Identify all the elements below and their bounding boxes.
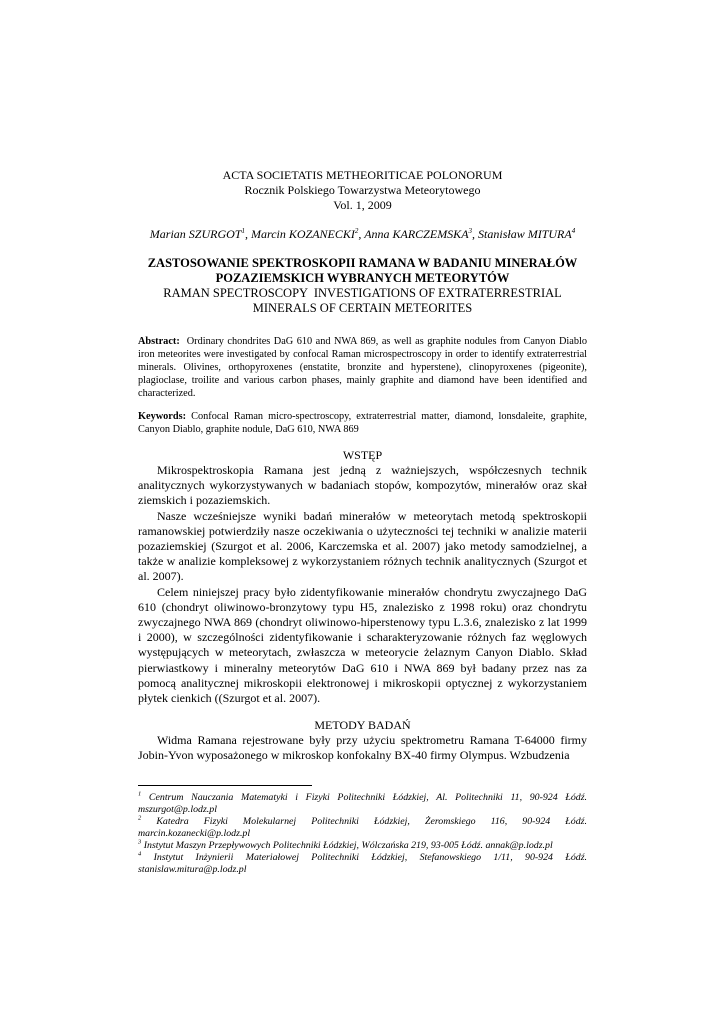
footnote: $^3$ Instytut Maszyn Przepływowych Politechniki Łódzkiej, Wólczańska 219, 93-005 Łódź. annak@p.lodz.pl	[138, 838, 553, 852]
journal-title: ACTA SOCIETATIS METHEORITICAE POLONORUM	[222, 168, 503, 182]
author-list	[138, 227, 587, 242]
author: Anna KARCZEMSKA$^3$,	[364, 227, 479, 241]
paragraph: Celem niniejszej pracy było zidentyfikowanie minerałów chondrytu zwyczajnego DaG 610 (chondryt oliwinowo-bronzytowy typu H5, znalezisko z 1998 roku) oraz chondrytu zwyczajnego NWA 869 (chondryt oliwinowo-hiperstenowy typu L.3.6, znalezisko z lat 1999 i 2000), w szczególności zidentyfikowanie i scharakteryzowanie różnych faz węglowych występujących w meteorytach, zwłaszcza w meteorycie żelaznym Canyon Diablo. Skład pierwiastkowy i mineralny meteorytów DaG 610 i NWA 869 był badany przez nas za pomocą analitycznej mikroskopii elektronowej i mikroskopii optycznej z wykorzystaniem płytek cienkich ((Szurgot et al. 2007).	[138, 584, 587, 706]
section-heading-intro: WSTĘP	[342, 448, 383, 462]
society-name: Rocznik Polskiego Towarzystwa Meteorytowego	[244, 183, 481, 197]
footnote: $^4$ Instytut Inżynierii Materiałowej Politechniki Łódzkiej, Stefanowskiego 1/11, 90-924 Łódź. stanislaw.mitura@p.lodz.pl	[138, 850, 587, 876]
paragraph: Widma Ramana rejestrowane były przy użyciu spektrometru Ramana T-64000 firmy Jobin-Yvon wyposażonego w mikroskop konfokalny BX-40 firmy Olympus. Wzbudzenia	[138, 733, 587, 763]
footnotes	[138, 792, 587, 877]
title-english: RAMAN SPECTROSCOPY INVESTIGATIONS OF EXTRATERRESTRIAL MINERALS OF CERTAIN METEORITES	[163, 286, 562, 315]
section-heading-methods: METODY BADAŃ	[314, 718, 411, 733]
author: Marian SZURGOT$^1$,	[149, 227, 251, 241]
paragraph: Nasze wcześniejsze wyniki badań minerałów w meteorytach metodą spektroskopii ramanowskiej potwierdziły nasze oczekiwania o użyteczności tej techniki w analizie materii pozaziemskiej (Szurgot et al. 2006, Karczemska et al. 2007) jako metody samodzielnej, a także w analizie kompleksowej z wykorzystaniem różnych technik analitycznych (Szurgot et al. 2007).	[138, 508, 587, 584]
abstract-text: Ordinary chondrites DaG 610 and NWA 869, as well as graphite nodules from Canyon Diablo iron meteorites were investigated by confocal Raman microspectroscopy in order to identify extraterrestrial minerals. Olivines, orthopyroxenes (enstatite, bronzite and hyperstene), clinopyroxenes (pigeonite), plagioclase, troilite and various carbon phases, mainly graphite and diamond have been identified and characterized.	[138, 336, 587, 399]
paper-page	[138, 168, 587, 876]
keywords-text: Confocal Raman micro-spectroscopy, extraterrestrial matter, diamond, lonsdaleite, graphite, Canyon Diablo, graphite nodule, DaG 610, NWA 869	[138, 411, 587, 435]
footnote: $^1$ Centrum Nauczania Matematyki i Fizyki Politechniki Łódzkiej, Al. Politechniki 11, 90-924 Łódź. mszurgot@p.lodz.pl	[138, 790, 587, 815]
volume-info: Vol. 1, 2009	[333, 198, 392, 212]
abstract-label: Abstract:	[138, 336, 180, 347]
keywords	[138, 410, 587, 436]
footnote-divider	[138, 785, 312, 786]
keywords-label: Keywords:	[138, 411, 187, 422]
title-polish: ZASTOSOWANIE SPEKTROSKOPII RAMANA W BADANIU MINERAŁÓW POZAZIEMSKICH WYBRANYCH METEORYTÓW	[147, 256, 578, 285]
abstract	[138, 335, 587, 400]
author: Stanisław MITURA$^4$	[478, 227, 576, 241]
journal-header	[138, 168, 587, 213]
paragraph: Mikrospektroskopia Ramana jest jedną z ważniejszych, współczesnych technik analitycznych wykorzystywanych w badaniach stopów, kompozytów, minerałów oraz skał ziemskich i pozaziemskich.	[138, 463, 587, 508]
footnote: $^2$ Katedra Fizyki Molekularnej Politechniki Łódzkiej, Żeromskiego 116, 90-924 Łódź. marcin.kozanecki@p.lodz.pl	[138, 814, 587, 839]
author: Marcin KOZANECKI$^2$,	[250, 227, 365, 241]
